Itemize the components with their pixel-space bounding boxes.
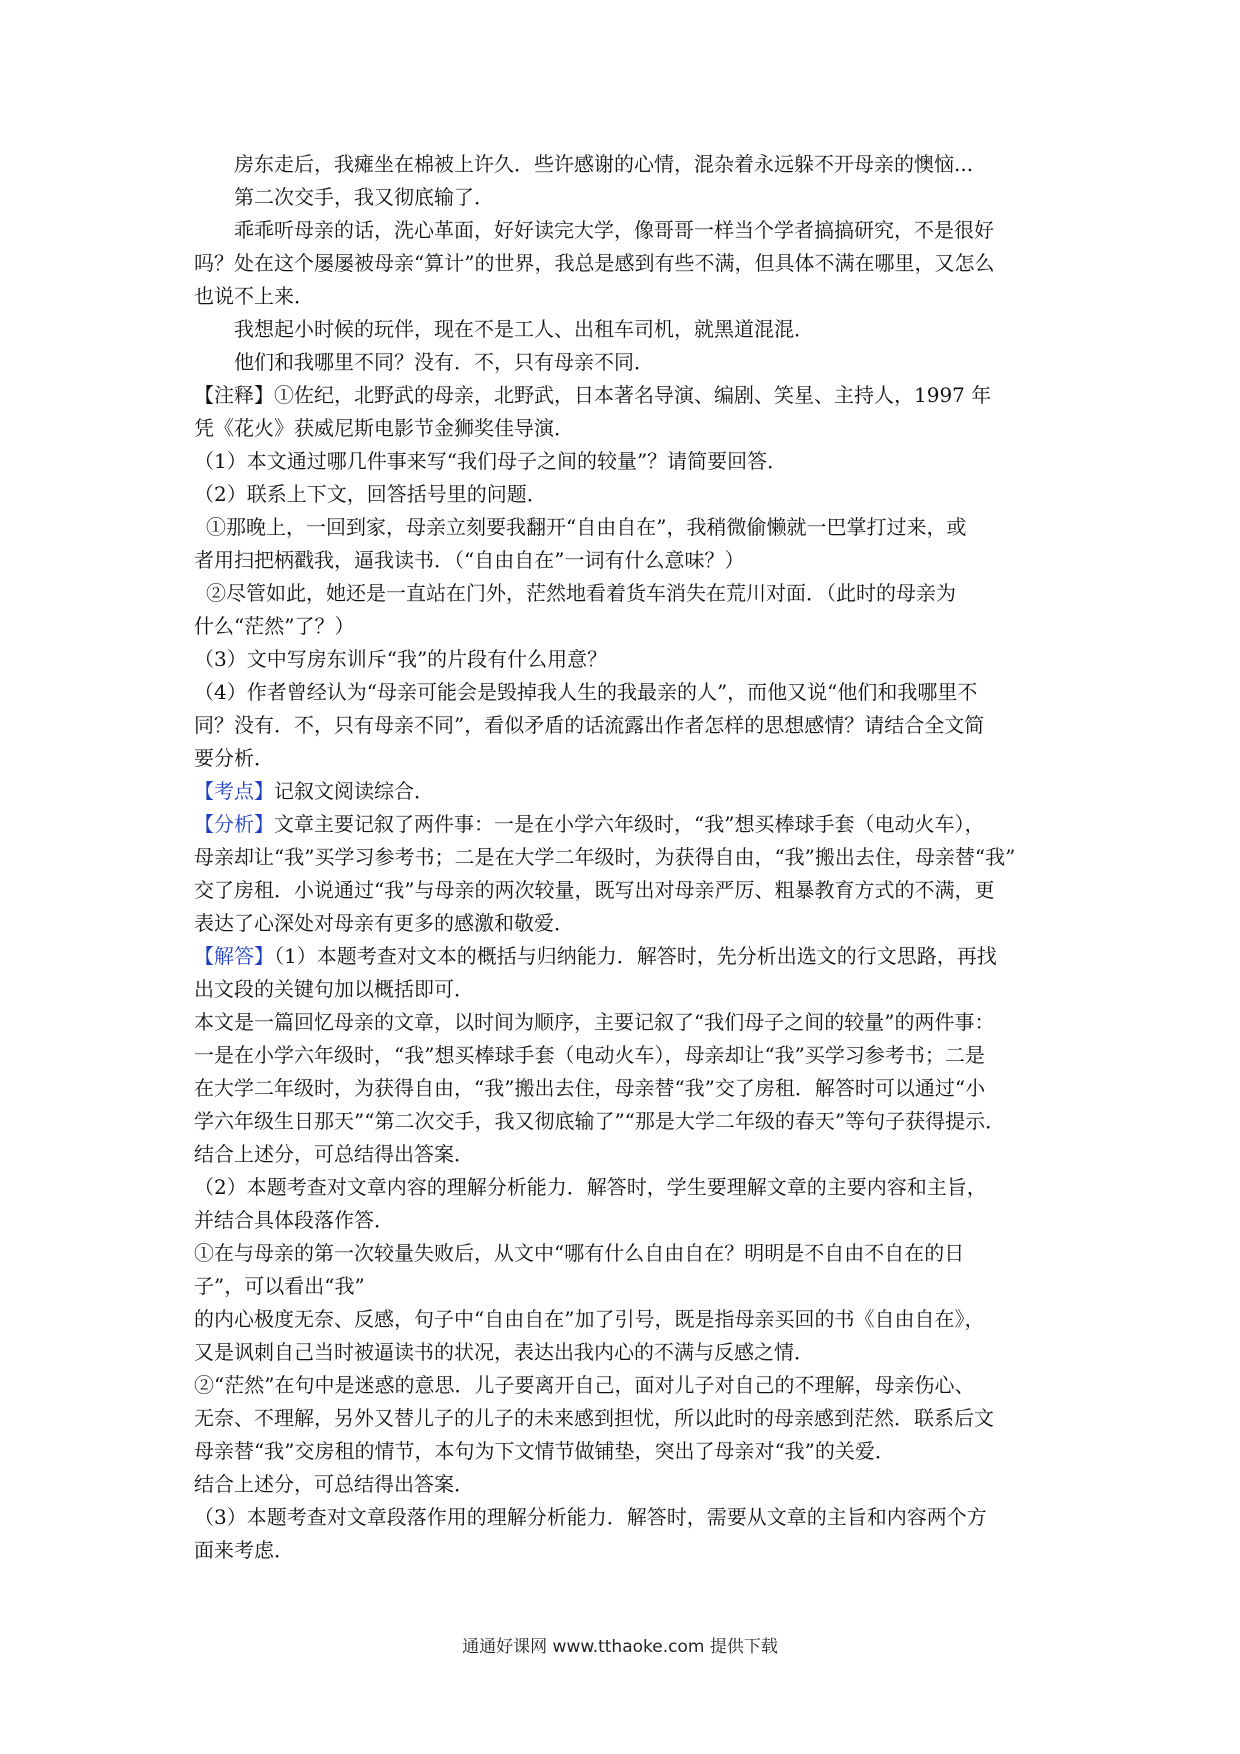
line-text: 者用扫把柄戳我，逼我读书．（“自由自在”一词有什么意味？） [194,548,745,572]
text-line [194,1336,1064,1369]
section-line [194,808,1064,841]
line-text: （2）联系上下文，回答括号里的问题． [194,482,547,506]
text-line [194,1138,1064,1171]
text-line [194,1435,1064,1468]
section-tag: 【分析】 [194,812,274,836]
text-line [194,1369,1064,1402]
text-line [194,1402,1064,1435]
line-text: 学六年级生日那天”“第二次交手，我又彻底输了”“那是大学二年级的春天”等句子获得提示． [194,1109,1006,1133]
line-text: 什么“茫然”了？） [194,614,355,638]
line-text: 文章主要记叙了两件事：一是在小学六年级时，“我”想买棒球手套（电动火车）， [274,812,985,836]
line-text: ②尽管如此，她还是一直站在门外，茫然地看着货车消失在荒川对面．（此时的母亲为 [206,581,956,605]
text-line [194,1171,1064,1204]
line-text: 凭《花火》获威尼斯电影节金狮奖佳导演． [194,416,574,440]
text-line [194,907,1064,940]
line-text: 要分析． [194,746,274,770]
section-tag: 【考点】 [194,779,274,803]
text-line [194,874,1064,907]
text-line [194,577,1064,610]
page-footer: 通通好课网 www.tthaoke.com 提供下载 [462,1637,778,1657]
text-line [194,1270,1064,1303]
section-tag: 【解答】 [194,944,274,968]
line-text: 在大学二年级时，为获得自由，“我”搬出去住，母亲替“我”交了房租．解答时可以通过“小 [194,1076,986,1100]
line-text: ②“茫然”在句中是迷惑的意思．儿子要离开自己，面对儿子对自己的不理解，母亲伤心、 [194,1373,975,1397]
line-text: 又是讽刺自己当时被逼读书的状况，表达出我内心的不满与反感之情． [194,1340,814,1364]
text-line [194,181,1064,214]
text-line [194,280,1064,313]
text-line [194,841,1064,874]
text-line [194,379,1064,412]
text-line [194,676,1064,709]
text-line [194,148,1064,181]
line-text: （1）本题考查对文本的概括与归纳能力．解答时，先分析出选文的行文思路，再找 [274,944,997,968]
text-line [194,313,1064,346]
text-line [194,1204,1064,1237]
line-text: 出文段的关键句加以概括即可． [194,977,474,1001]
line-text: 母亲替“我”交房租的情节，本句为下文情节做铺垫，突出了母亲对“我”的关爱． [194,1439,895,1463]
line-text: 的内心极度无奈、反感，句子中“自由自在”加了引号，既是指母亲买回的书《自由自在》， [194,1307,985,1331]
line-text: （3）本题考查对文章段落作用的理解分析能力．解答时，需要从文章的主旨和内容两个方 [194,1505,987,1529]
line-text: 子”，可以看出“我” [194,1274,365,1298]
line-text: （2）本题考查对文章内容的理解分析能力．解答时，学生要理解文章的主要内容和主旨， [194,1175,987,1199]
line-text: 无奈、不理解，另外又替儿子的儿子的未来感到担忧，所以此时的母亲感到茫然．联系后文 [194,1406,994,1430]
line-text: 房东走后，我瘫坐在棉被上许久．些许感谢的心情，混杂着永远躲不开母亲的懊恼... [234,152,974,176]
text-line [194,709,1064,742]
line-text: 吗？处在这个屡屡被母亲“算计”的世界，我总是感到有些不满，但具体不满在哪里，又怎么 [194,251,995,275]
text-line [194,1237,1064,1270]
text-line [194,1468,1064,1501]
line-text: 本文是一篇回忆母亲的文章，以时间为顺序，主要记叙了“我们母子之间的较量”的两件事： [194,1010,995,1034]
line-text: 记叙文阅读综合． [274,779,434,803]
text-line [194,1303,1064,1336]
line-text: 表达了心深处对母亲有更多的感激和敬爱． [194,911,574,935]
text-line [194,511,1064,544]
text-line [194,544,1064,577]
text-line [194,214,1064,247]
text-line [194,1039,1064,1072]
text-line [194,1072,1064,1105]
line-text: 结合上述分，可总结得出答案． [194,1472,474,1496]
line-text: 结合上述分，可总结得出答案． [194,1142,474,1166]
line-text: 一是在小学六年级时，“我”想买棒球手套（电动火车），母亲却让“我”买学习参考书；二是 [194,1043,985,1067]
line-text: ①那晚上，一回到家，母亲立刻要我翻开“自由自在”，我稍微偷懒就一巴掌打过来，或 [206,515,967,539]
line-text: 交了房租．小说通过“我”与母亲的两次较量，既写出对母亲严厉、粗暴教育方式的不满，更 [194,878,995,902]
line-text: 【注释】①佐纪，北野武的母亲，北野武，日本著名导演、编剧、笑星、主持人，1997 年 [194,383,992,407]
line-text: 母亲却让“我”买学习参考书；二是在大学二年级时，为获得自由，“我”搬出去住，母亲替“我” [194,845,1016,869]
line-text: （4）作者曾经认为“母亲可能会是毁掉我人生的我最亲的人”，而他又说“他们和我哪里不 [194,680,978,704]
text-line [194,1006,1064,1039]
line-text: 也说不上来． [194,284,314,308]
line-text: （3）文中写房东训斥“我”的片段有什么用意？ [194,647,608,671]
line-text: 他们和我哪里不同？没有．不，只有母亲不同． [234,350,654,374]
line-text: 面来考虑． [194,1538,294,1562]
document-body [194,148,1064,1567]
section-line [194,775,1064,808]
text-line [194,973,1064,1006]
text-line [194,478,1064,511]
line-text: 乖乖听母亲的话，洗心革面，好好读完大学，像哥哥一样当个学者搞搞研究，不是很好 [234,218,994,242]
line-text: 同？没有．不，只有母亲不同”，看似矛盾的话流露出作者怎样的思想感情？请结合全文简 [194,713,985,737]
text-line [194,643,1064,676]
text-line [194,1534,1064,1567]
line-text: 我想起小时候的玩伴，现在不是工人、出租车司机，就黑道混混． [234,317,814,341]
line-text: （1）本文通过哪几件事来写“我们母子之间的较量”？请简要回答． [194,449,788,473]
line-text: 并结合具体段落作答． [194,1208,394,1232]
line-text: ①在与母亲的第一次较量失败后，从文中“哪有什么自由自在？明明是不自由不自在的日 [194,1241,965,1265]
text-line [194,247,1064,280]
text-line [194,346,1064,379]
text-line [194,742,1064,775]
text-line [194,610,1064,643]
text-line [194,412,1064,445]
section-line [194,940,1064,973]
text-line [194,1105,1064,1138]
text-line [194,445,1064,478]
line-text: 第二次交手，我又彻底输了． [234,185,494,209]
text-line [194,1501,1064,1534]
